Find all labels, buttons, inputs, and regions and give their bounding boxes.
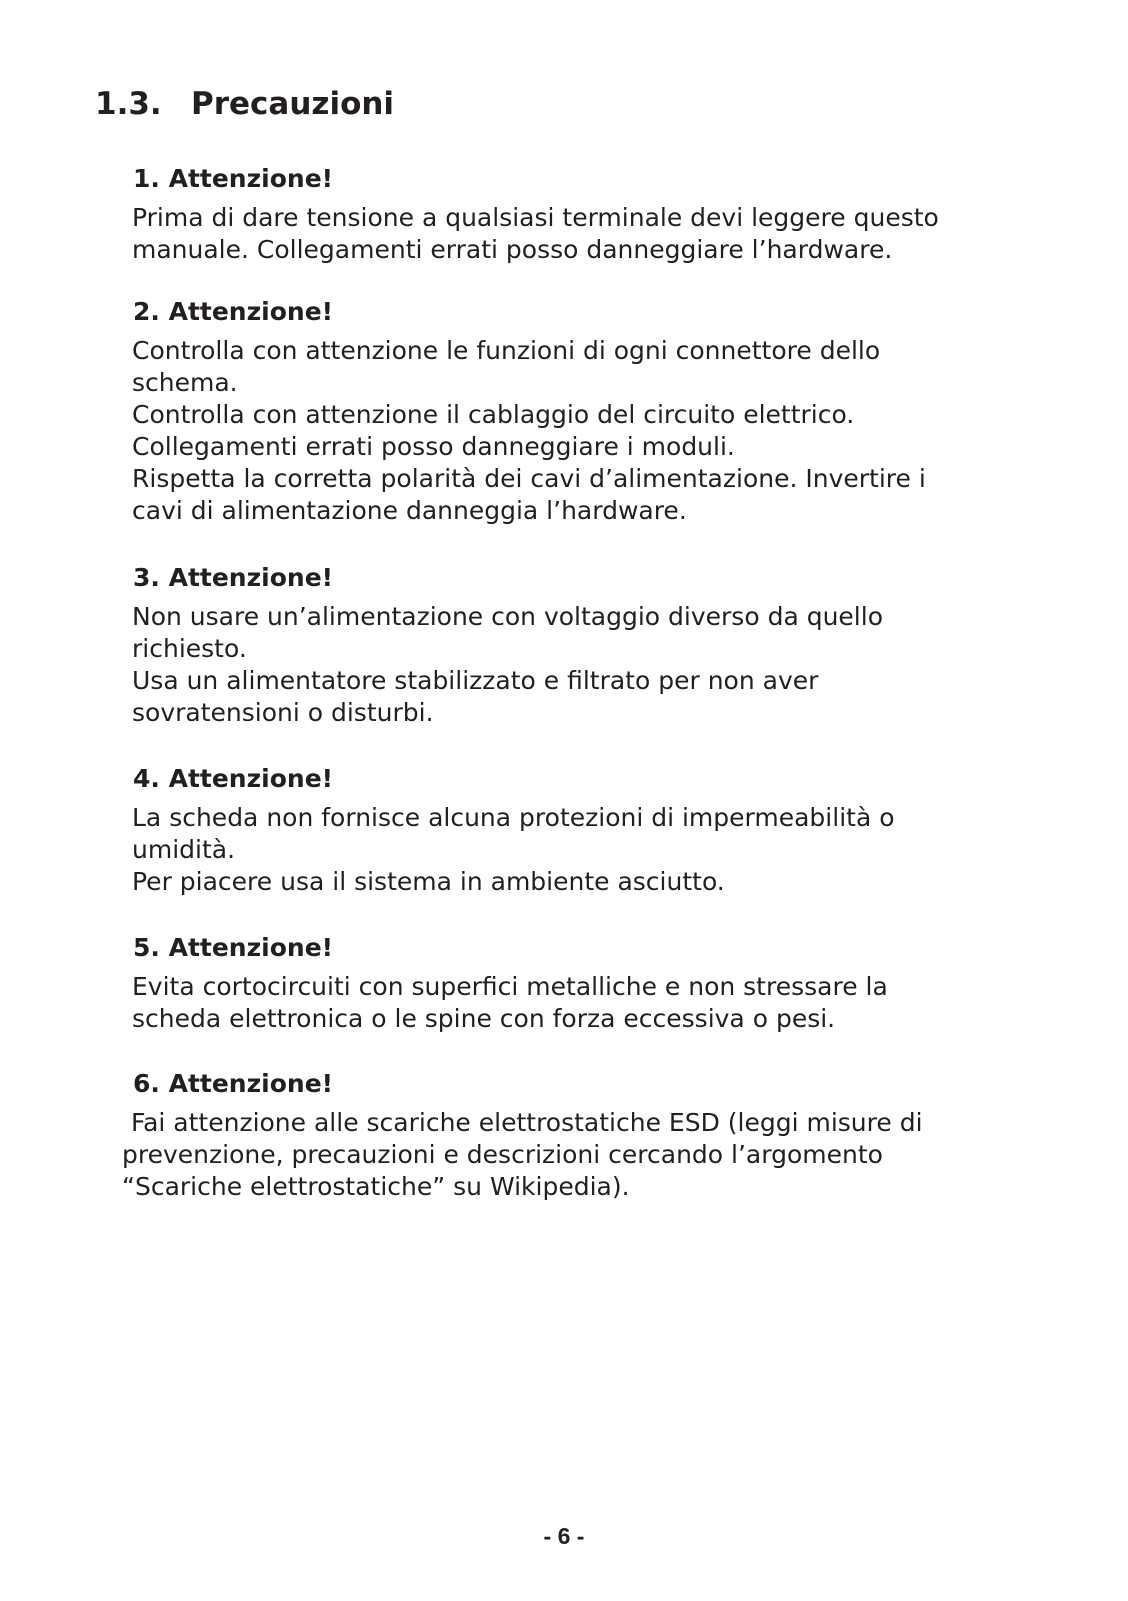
- warning-title: 6. Attenzione!: [133, 1069, 334, 1098]
- section-number: 1.3.: [95, 86, 162, 122]
- warning-text-line: La scheda non fornisce alcuna protezioni di impermeabilità o: [132, 803, 895, 832]
- warning-text-line: cavi di alimentazione danneggia l’hardware.: [132, 496, 687, 525]
- warning-text-line: richiesto.: [132, 634, 247, 663]
- warning-text-line: umidità.: [132, 835, 236, 864]
- warning-text-line: Non usare un’alimentazione con voltaggio diverso da quello: [132, 602, 883, 631]
- warning-text-line: Evita cortocircuiti con superfici metalliche e non stressare la: [132, 972, 888, 1001]
- warning-text-line: Controlla con attenzione le funzioni di ogni connettore dello: [132, 336, 881, 365]
- warning-text-line: sovratensioni o disturbi.: [132, 698, 434, 727]
- warning-text-line: “Scariche elettrostatiche” su Wikipedia).: [122, 1172, 630, 1201]
- warning-text-line: Prima di dare tensione a qualsiasi terminale devi leggere questo: [132, 203, 939, 232]
- warning-title: 2. Attenzione!: [133, 297, 334, 326]
- warning-text-line: Rispetta la corretta polarità dei cavi d’alimentazione. Invertire i: [132, 464, 926, 493]
- warning-text-line: scheda elettronica o le spine con forza eccessiva o pesi.: [132, 1004, 836, 1033]
- warning-text-line: Usa un alimentatore stabilizzato e filtrato per non aver: [132, 666, 819, 695]
- section-title: Precauzioni: [191, 86, 395, 122]
- warning-title: 1. Attenzione!: [133, 164, 334, 193]
- warning-text-line: Fai attenzione alle scariche elettrostatiche ESD (leggi misure di: [131, 1108, 923, 1137]
- warning-text-line: Controlla con attenzione il cablaggio del circuito elettrico.: [132, 400, 855, 429]
- warning-text-line: prevenzione, precauzioni e descrizioni cercando l’argomento: [122, 1140, 883, 1169]
- warning-text-line: schema.: [132, 368, 238, 397]
- warning-title: 3. Attenzione!: [133, 563, 334, 592]
- warning-text-line: manuale. Collegamenti errati posso danneggiare l’hardware.: [132, 235, 893, 264]
- section-heading: [95, 84, 394, 124]
- warning-text-line: Per piacere usa il sistema in ambiente asciutto.: [132, 867, 725, 896]
- warning-title: 5. Attenzione!: [133, 933, 334, 962]
- warning-title: 4. Attenzione!: [133, 764, 334, 793]
- page-number: - 6 -: [543, 1523, 585, 1549]
- warning-text-line: Collegamenti errati posso danneggiare i moduli.: [132, 432, 735, 461]
